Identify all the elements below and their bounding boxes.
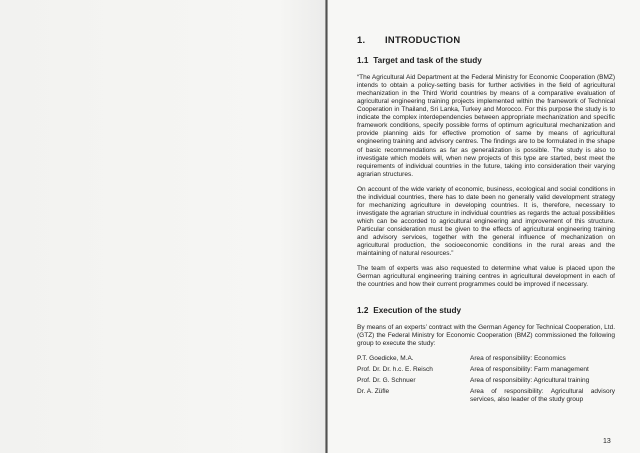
section-heading-execution [357, 307, 615, 315]
chapter-heading [357, 36, 615, 44]
team-member-area: Area of responsibility: Agricultural advisory services, also leader of the study group [470, 388, 615, 404]
team-row [357, 377, 615, 388]
chapter-number: 1. [357, 34, 366, 45]
page-number: 13 [603, 438, 611, 445]
paragraph: “The Agricultural Aid Department at the Federal Ministry for Economic Cooperation (BMZ) intends to obtain a policy-setting basis for further activities in the field of agricultural mechanization in the Third World countries by means of a comparative evaluation of agricultural engineering training projects implemented within the framework of Technical Cooperation in Thailand, Sri Lanka, Turkey and Morocco. For this purpose the study is to indicate the complex interdependencies between appropriate mechanization and specific framework conditions, specify possible forms of optimum agricultural mechanization and provide planning aids for effective promotion of same by means of agricultural engineering training and advisory centres. The findings are to be formulated in the shape of basic recommendations as far as generalization is possible. The study is also to investigate which models will, when new projects of this type are started, best meet the requirements of individual countries in the future, taking into consideration their varying agrarian structures. [357, 74, 615, 178]
paragraph: On account of the wide variety of economic, business, ecological and social conditions in the individual countries, there has to date been no generally valid development strategy for mechanizing agriculture in developing countries. It is, therefore, necessary to investigate the agrarian structure in individual countries as regards the actual possibilities which can be accorded to agricultural engineering and improvement of this structure. Particular consideration must be given to the effects of agricultural engineering training and advisory services, together with the general influence of mechanization on agricultural production, the socioeconomic conditions in the rural areas and the maintaining of natural resources.” [357, 185, 615, 258]
team-member-area: Area of responsibility: Economics [470, 355, 566, 363]
team-member-name: Dr. A. Züfle [357, 388, 390, 396]
section-number: 1.2 [357, 306, 369, 316]
team-row [357, 355, 615, 366]
section-heading-target [357, 57, 615, 65]
team-row [357, 366, 615, 377]
team-member-name: Prof. Dr. Dr. h.c. E. Reisch [357, 366, 433, 374]
team-member-name: P.T. Goedicke, M.A. [357, 355, 414, 363]
chapter-title: INTRODUCTION [385, 34, 461, 45]
team-member-area: Area of responsibility: Agricultural training [470, 377, 590, 385]
section-title: Target and task of the study [373, 56, 482, 66]
section-number: 1.1 [357, 56, 369, 66]
paragraph: By means of an experts’ contract with the German Agency for Technical Cooperation, Ltd. (GTZ) the Federal Ministry for Economic Cooperation (BMZ) commissioned the following group to execute the study: [357, 324, 615, 348]
team-table [357, 355, 615, 407]
section-title: Execution of the study [373, 306, 462, 316]
team-member-area: Area of responsibility: Farm management [470, 366, 589, 374]
page-content [357, 36, 615, 407]
team-row [357, 388, 615, 407]
paragraph: The team of experts was also requested to determine what value is placed upon the German agricultural engineering training centres in agricultural development in each of the countries and how their current programmes could be improved if necessary. [357, 265, 615, 289]
team-member-name: Prof. Dr. G. Schnuer [357, 377, 416, 385]
